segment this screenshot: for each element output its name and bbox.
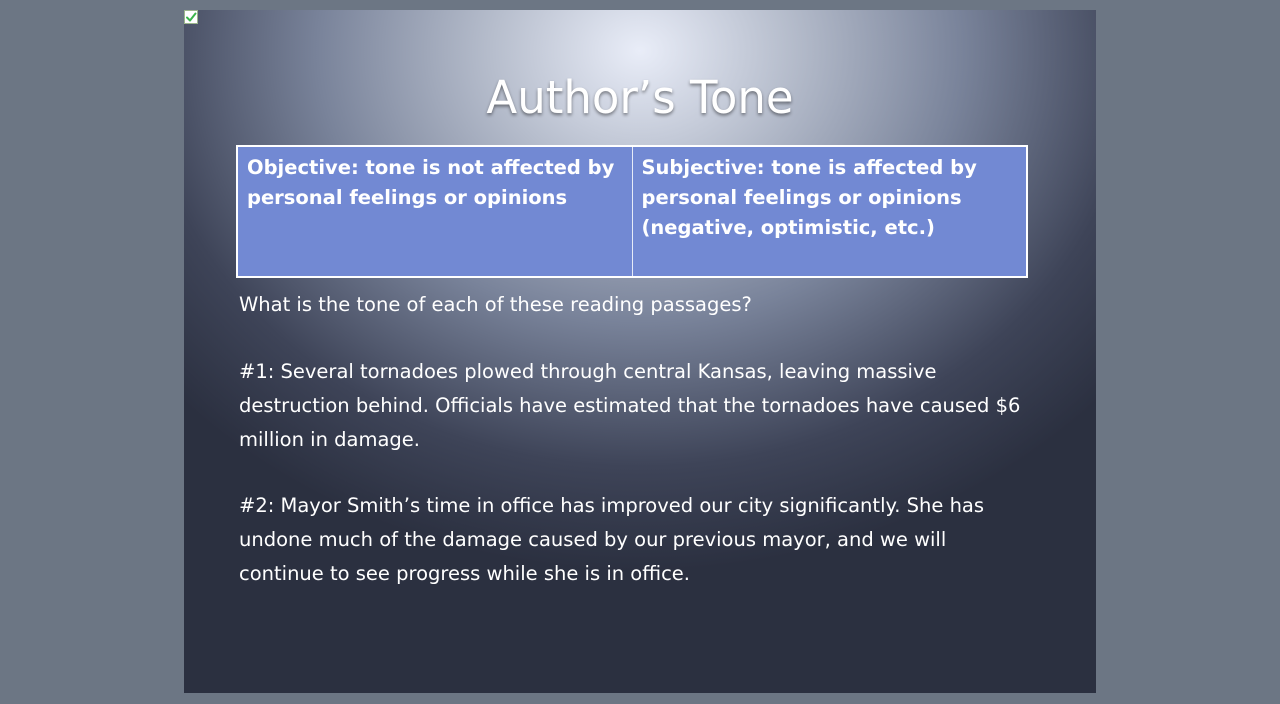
passage-1-text: #1: Several tornadoes plowed through central Kansas, leaving massive destruction behind. Officials have estimated that the tornadoes have caused $6 million in damage.: [239, 360, 1021, 451]
question-text: What is the tone of each of these reading passages?: [239, 293, 752, 316]
slide: [184, 10, 1096, 693]
tone-definition-table: [236, 145, 1028, 278]
subjective-definition-cell: Subjective: tone is affected by personal feelings or opinions (negative, optimistic, etc.): [632, 147, 1027, 276]
passage-2-text: #2: Mayor Smith’s time in office has improved our city significantly. She has undone much of the damage caused by our previous mayor, and we will continue to see progress while she is in office.: [239, 494, 985, 585]
objective-definition-cell: Objective: tone is not affected by personal feelings or opinions: [247, 156, 615, 209]
checkbox-checked-icon[interactable]: [184, 10, 198, 24]
slide-title: Author’s Tone: [486, 71, 794, 124]
